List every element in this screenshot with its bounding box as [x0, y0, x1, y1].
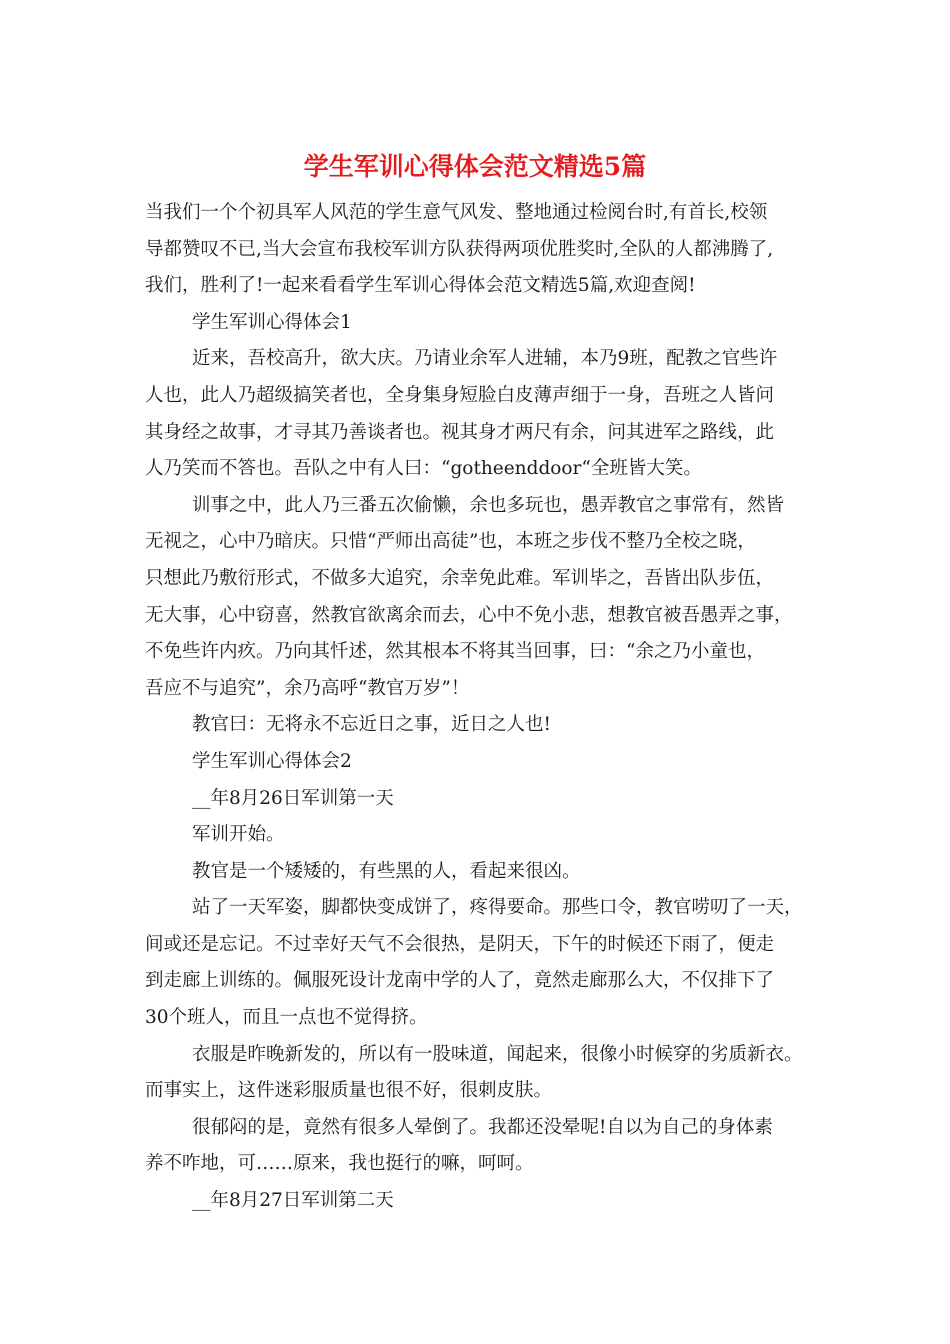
document-title: 学生军训心得体会范文精选5篇	[303, 152, 647, 181]
text-line: 间或还是忘记。不过幸好天气不会很热，是阴天，下午的时候还下雨了，便走	[145, 933, 775, 955]
text-line: 我们，胜利了!一起来看看学生军训心得体会范文精选5篇,欢迎查阅!	[145, 275, 696, 297]
text-line: 而事实上，这件迷彩服质量也很不好，很刺皮肤。	[145, 1080, 553, 1102]
text-line: 学生军训心得体会1	[192, 311, 352, 333]
text-line: 无大事，心中窃喜，然教官欲离余而去，心中不免小悲，想教官被吾愚弄之事，	[145, 604, 793, 626]
text-line: __年8月27日军训第二天	[192, 1190, 394, 1212]
text-line: 养不咋地，可……原来，我也挺行的嘛，呵呵。	[145, 1153, 534, 1175]
text-line: 教官曰：无将永不忘近日之事，近日之人也!	[192, 714, 551, 736]
text-line: 近来，吾校高升，欲大庆。乃请业余军人进辅，本乃9班，配教之官些许	[192, 348, 778, 370]
text-line: 衣服是昨晚新发的，所以有一股味道，闻起来，很像小时候穿的劣质新衣。	[192, 1043, 803, 1065]
text-line: 训事之中，此人乃三番五次偷懒，余也多玩也，愚弄教官之事常有，然皆	[192, 494, 785, 516]
text-line: 吾应不与追究”，余乃高呼“教官万岁”！	[145, 677, 470, 699]
text-line: 学生军训心得体会2	[192, 750, 352, 772]
text-line: 只想此乃敷衍形式，不做多大追究，余幸免此难。军训毕之，吾皆出队步伍，	[145, 567, 775, 589]
text-line: 导都赞叹不已,当大会宣布我校军训方队获得两项优胜奖时,全队的人都沸腾了,	[145, 238, 774, 260]
document-body	[145, 195, 825, 1220]
text-line: 30个班人，而且一点也不觉得挤。	[145, 1007, 428, 1029]
text-line: 军训开始。	[192, 824, 285, 846]
text-line: 无视之，心中乃暗庆。只惜“严师出高徒”也，本班之步伐不整乃全校之晓，	[145, 531, 756, 553]
text-line: 不免些许内疚。乃向其忏述，然其根本不将其当回事，曰：“余之乃小童也，	[145, 641, 765, 663]
text-line: 很郁闷的是，竟然有很多人晕倒了。我都还没晕呢!自以为自己的身体素	[192, 1116, 773, 1138]
text-line: 站了一天军姿，脚都快变成饼了，疼得要命。那些口令，教官唠叨了一天，	[192, 897, 803, 919]
text-line: 其身经之故事，才寻其乃善谈者也。视其身才两尺有余，问其进军之路线，此	[145, 421, 775, 443]
text-line: 当我们一个个初具军人风范的学生意气风发、整地通过检阅台时,有首长,校领	[145, 202, 768, 223]
text-line: 到走廊上训练的。佩服死设计龙南中学的人了，竟然走廊那么大，不仅排下了	[145, 970, 775, 992]
text-line: 人乃笑而不答也。吾队之中有人曰：“gotheenddoor“全班皆大笑。	[145, 458, 702, 480]
text-line: 人也，此人乃超级搞笑者也，全身集身短脸白皮薄声细于一身，吾班之人皆问	[145, 384, 775, 406]
text-line: 教官是一个矮矮的，有些黑的人，看起来很凶。	[192, 860, 581, 882]
text-line: __年8月26日军训第一天	[192, 787, 394, 809]
